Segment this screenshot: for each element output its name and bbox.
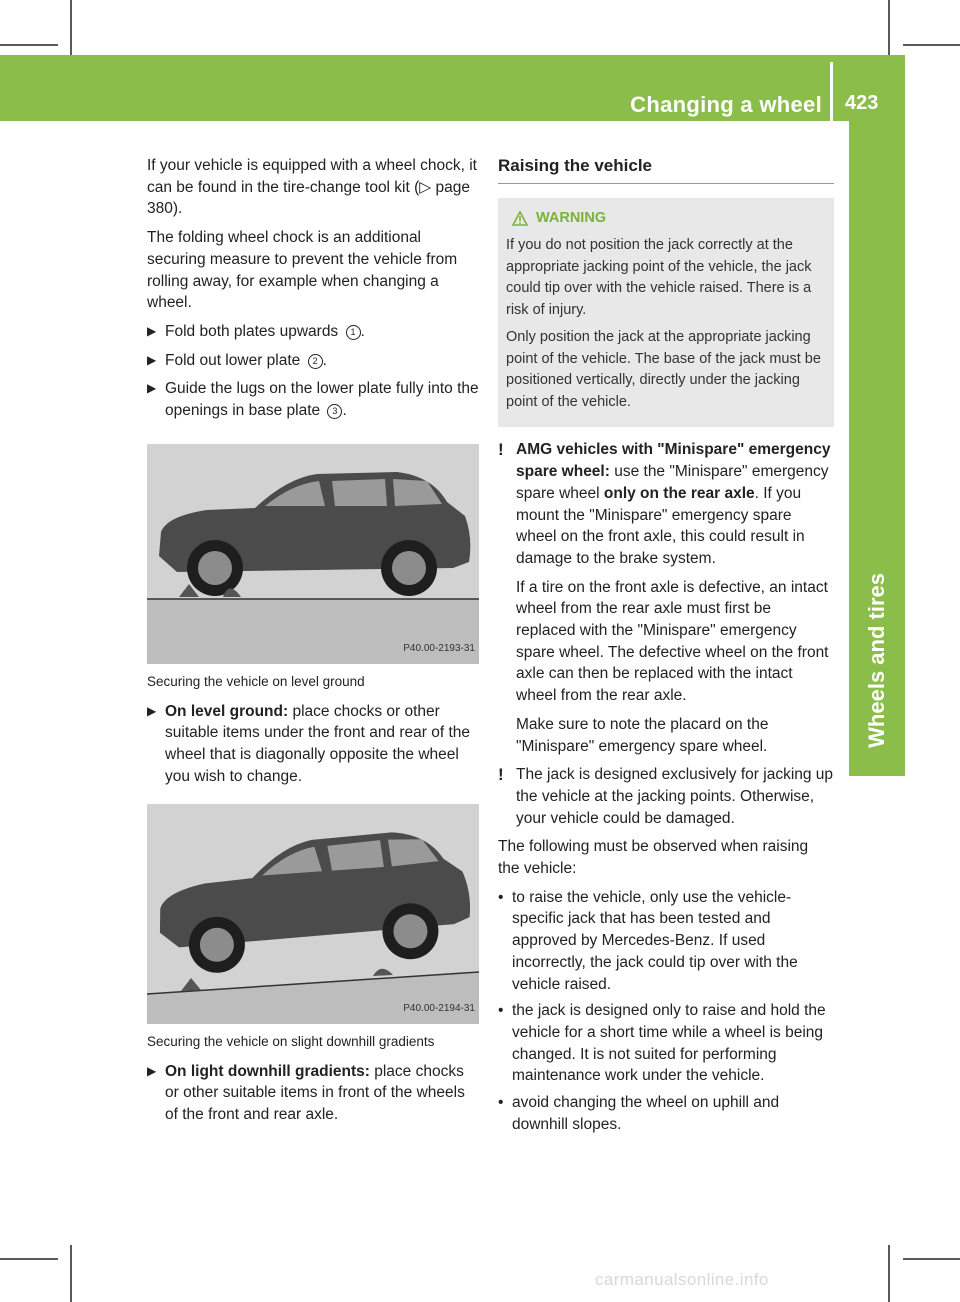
figure-caption: Securing the vehicle on level ground	[147, 673, 365, 689]
instruction-step: ▶ On light downhill gradients: place chocks or other suitable items in front of the wheels of the front and rear axle.	[147, 1062, 465, 1123]
crop-mark	[888, 1245, 890, 1302]
step-arrow-icon: ▶	[147, 703, 157, 718]
crop-mark	[70, 0, 72, 58]
bullet-icon: •	[498, 1094, 504, 1112]
crop-mark	[0, 44, 58, 46]
crop-mark	[888, 0, 890, 58]
bullet-icon: •	[498, 1002, 504, 1020]
step-arrow-icon: ▶	[147, 1063, 157, 1078]
crop-mark	[903, 44, 960, 46]
note-amg-minispare: ! AMG vehicles with "Minispare" emergency spare wheel: use the "Minispare" emergency spare wheel only on the rear axle. If you mount the "Minispare" emergency spare wheel on the front axle, this could result in damage to the brake system. If a tire on the front axle is defective, an intact wheel from the rear axle must first be replaced with the "Minispare" emergency spare wheel. The defective wheel on the front axle can then be replaced with the intact wheel from the rear axle. Make sure to note the placard on the "Minispare" emergency spare wheel.	[498, 440, 831, 755]
right-column	[498, 155, 834, 1141]
callout-number: 3	[327, 404, 342, 419]
figure-caption: Securing the vehicle on slight downhill gradients	[147, 1033, 435, 1049]
header-separator	[830, 62, 833, 121]
step-arrow-icon: ▶	[147, 352, 157, 367]
step-arrow-icon: ▶	[147, 323, 157, 338]
warning-text: If you do not position the jack correctly at the appropriate jacking point of the vehicle, the jack could tip over with the vehicle raised. There is a risk of injury.	[506, 237, 812, 318]
exclamation-icon: !	[498, 440, 504, 460]
suv-downhill-illustration	[147, 804, 479, 1024]
intro-paragraph: The folding wheel chock is an additional securing measure to prevent the vehicle from rolling away, for example when changing a wheel.	[147, 229, 458, 312]
chapter-title: Changing a wheel	[630, 92, 822, 117]
figure-level-ground	[147, 444, 479, 664]
left-column	[147, 155, 481, 1133]
crop-mark	[70, 1245, 72, 1302]
list-item: • the jack is designed only to raise and hold the vehicle for a short time while a wheel is being changed. It is not suited for performing maintenance work under the vehicle.	[498, 1002, 826, 1085]
list-item: • avoid changing the wheel on uphill and downhill slopes.	[498, 1094, 780, 1133]
crop-mark	[0, 1258, 58, 1260]
watermark: carmanualsonline.info	[595, 1270, 769, 1289]
figure-id: P40.00-2194-31	[403, 1002, 475, 1014]
step-arrow-icon: ▶	[147, 381, 157, 396]
warning-header: WARNING	[512, 208, 826, 230]
section-title: Raising the vehicle	[498, 155, 834, 184]
observe-intro: The following must be observed when raising the vehicle:	[498, 838, 809, 878]
list-item: • to raise the vehicle, only use the vehicle-specific jack that has been tested and approved by Mercedes-Benz. If used incorrectly, the jack could tip over with the vehicle raised.	[498, 888, 798, 993]
instruction-step: ▶ Guide the lugs on the lower plate fully into the openings in base plate 3 .	[147, 380, 479, 420]
intro-paragraph: If your vehicle is equipped with a wheel chock, it can be found in the tire-change tool kit (▷ page 380).	[147, 157, 477, 218]
callout-number: 2	[308, 354, 323, 369]
callout-number: 1	[346, 325, 361, 340]
note-jack: ! The jack is designed exclusively for jacking up the vehicle at the jacking points. Otherwise, your vehicle could be damaged.	[498, 765, 834, 827]
instruction-step: ▶ On level ground: place chocks or other suitable items under the front and rear of the wheel that is diagonally opposite the wheel you wish to change.	[147, 702, 471, 785]
suv-chocked-illustration	[147, 444, 479, 664]
instruction-step: ▶ Fold both plates upwards 1 .	[147, 321, 481, 343]
warning-triangle-icon	[512, 211, 528, 226]
warning-text: Only position the jack at the appropriate jacking point of the vehicle. The base of the jack must be positioned vertically, directly under the jacking point of the vehicle.	[506, 329, 821, 410]
section-tab-label: Wheels and tires	[864, 573, 889, 748]
warning-box	[498, 198, 834, 428]
crop-mark	[903, 1258, 960, 1260]
exclamation-icon: !	[498, 765, 504, 785]
figure-downhill	[147, 804, 479, 1024]
figure-id: P40.00-2193-31	[403, 643, 475, 655]
instruction-step: ▶ Fold out lower plate 2 .	[147, 350, 481, 372]
bullet-icon: •	[498, 888, 504, 906]
page-number: 423	[845, 92, 879, 114]
